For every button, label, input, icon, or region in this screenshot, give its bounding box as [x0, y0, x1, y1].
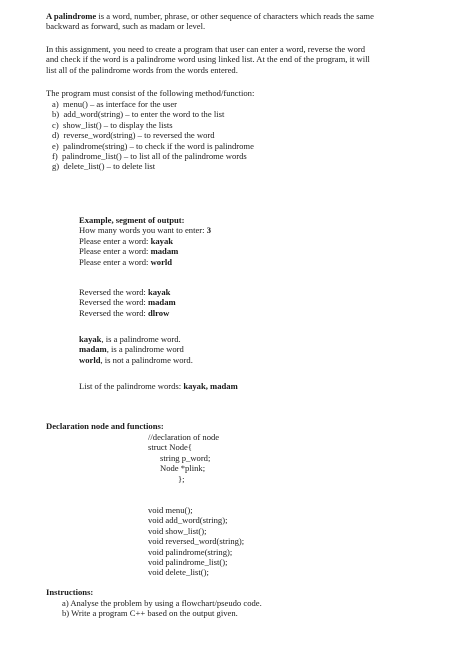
intro-line-1 — [46, 11, 474, 21]
instructions-heading — [0, 587, 474, 597]
proto-menu: void menu(); — [148, 505, 193, 515]
struct-field-1: string p_word; — [160, 453, 211, 463]
assignment-line-1: In this assignment, you need to create a program that user can enter a word, reverse the word — [46, 44, 366, 54]
palindrome-list-label: List of the palindrome words: — [79, 381, 184, 391]
function-key: a) — [52, 99, 59, 109]
example-section — [0, 215, 474, 267]
proto-delete-list: void delete_list(); — [148, 567, 209, 578]
instructions-heading-text: Instructions: — [46, 587, 94, 597]
struct-open: struct Node{ — [148, 442, 192, 453]
question-label: How many words you want to enter: — [79, 225, 207, 236]
input-value: world — [150, 256, 173, 267]
declaration-heading-text: Declaration node and functions: — [46, 421, 164, 431]
function-key: g) — [52, 161, 60, 172]
function-text: menu() – as interface for the user — [62, 99, 178, 109]
function-item-a — [52, 99, 474, 109]
reversed-line-2 — [79, 297, 474, 307]
check-text: , is not a palindrome word. — [100, 354, 193, 365]
function-text: delete_list() – to delete list — [63, 161, 156, 172]
reversed-line-1 — [79, 287, 474, 297]
function-item-f — [52, 151, 474, 161]
reversed-label: Reversed the word: — [79, 297, 148, 308]
input-label: Please enter a word: — [79, 246, 151, 257]
functions-intro: The program must consist of the following method/function: — [46, 88, 255, 98]
check-word: kayak — [79, 334, 102, 344]
function-item-c — [52, 120, 474, 130]
check-word: world — [79, 354, 101, 365]
input-label: Please enter a word: — [79, 256, 151, 267]
function-prototypes — [0, 505, 474, 578]
function-key: c) — [52, 119, 59, 130]
function-text: reverse_word(string) – to reversed the word — [63, 130, 215, 141]
input-label: Please enter a word: — [79, 235, 151, 246]
proto-palindrome-list: void palindrome_list(); — [148, 557, 228, 568]
declaration-comment: //declaration of node — [148, 432, 220, 442]
function-key: e) — [52, 140, 59, 151]
functions-section — [0, 88, 474, 98]
function-text: palindrome(string) – to check if the word is palindrome — [62, 140, 254, 151]
question-value: 3 — [206, 225, 211, 236]
reversed-value: madam — [147, 297, 176, 308]
reversed-value: dlrow — [147, 307, 170, 318]
function-key: b) — [52, 109, 60, 120]
struct-close: }; — [178, 473, 185, 484]
function-text: show_list() – to display the lists — [62, 119, 173, 130]
palindrome-list-line — [0, 381, 474, 391]
check-line-1 — [79, 334, 474, 344]
example-input-1 — [79, 236, 474, 246]
palindrome-list-value: kayak, madam — [183, 381, 238, 391]
check-line-3 — [79, 355, 474, 365]
input-value: kayak — [150, 235, 174, 246]
check-line-2 — [79, 344, 474, 354]
example-question — [79, 225, 474, 235]
instructions-list — [0, 598, 474, 619]
function-item-g — [52, 161, 474, 171]
checks-section — [0, 334, 474, 365]
declaration-struct — [0, 432, 474, 453]
reversed-line-3 — [79, 308, 474, 318]
assignment-line-3: list all of the palindrome words from the words entered. — [46, 64, 238, 75]
function-key: d) — [52, 130, 60, 141]
proto-reversed-word: void reversed_word(string); — [148, 536, 245, 547]
reversed-label: Reversed the word: — [79, 307, 148, 318]
function-item-d — [52, 130, 474, 140]
intro-term: A palindrome — [46, 11, 97, 21]
check-word: madam — [79, 344, 107, 355]
proto-add-word: void add_word(string); — [148, 515, 228, 526]
function-text: add_word(string) – to enter the word to the list — [63, 109, 225, 120]
reversed-label: Reversed the word: — [79, 287, 148, 297]
function-item-e — [52, 141, 474, 151]
struct-fields — [0, 453, 474, 484]
intro-paragraph — [0, 11, 474, 32]
reversed-section — [0, 287, 474, 318]
instruction-item-b: b) Write a program C++ based on the output given. — [62, 608, 238, 619]
proto-palindrome: void palindrome(string); — [148, 546, 233, 557]
proto-show-list: void show_list(); — [148, 525, 207, 536]
intro-line-1-text: is a word, number, phrase, or other sequence of characters which reads the same — [96, 11, 374, 21]
input-value: madam — [150, 246, 179, 257]
example-heading-text: Example, segment of output: — [79, 215, 185, 225]
example-heading — [79, 215, 474, 225]
functions-list — [0, 99, 474, 172]
assignment-line-2: and check if the word is a palindrome word using linked list. At the end of the program, it will — [46, 54, 370, 65]
palindrome-list-row — [79, 381, 474, 391]
reversed-value: kayak — [147, 287, 171, 297]
check-text: , is a palindrome word — [106, 344, 184, 355]
function-key: f) — [52, 151, 58, 162]
function-text: palindrome_list() – to list all of the palindrome words — [62, 151, 247, 162]
declaration-heading — [0, 421, 474, 431]
assignment-paragraph — [0, 44, 474, 75]
example-input-3 — [79, 257, 474, 267]
intro-line-2: backward as forward, such as madam or level. — [46, 21, 206, 32]
function-item-b — [52, 109, 474, 119]
check-text: , is a palindrome word. — [101, 334, 181, 344]
example-input-2 — [79, 246, 474, 256]
struct-field-2: Node *plink; — [160, 463, 206, 474]
instruction-item-a: a) Analyse the problem by using a flowchart/pseudo code. — [62, 598, 262, 608]
